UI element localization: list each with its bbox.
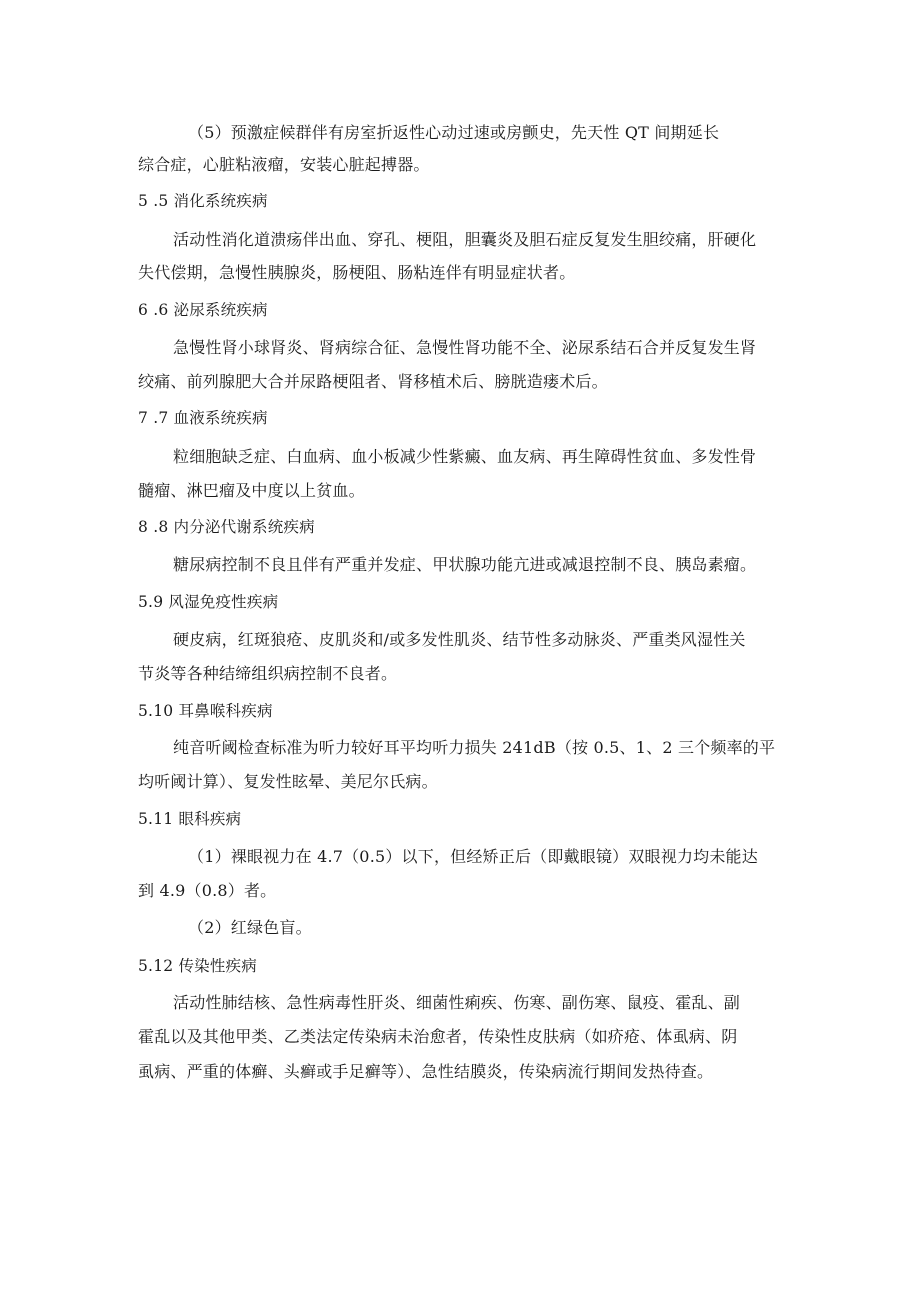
section-heading-ent: 5.10 耳鼻喉科疾病 [138, 702, 273, 720]
endocrine-text-line-1: 糖尿病控制不良且伴有严重并发症、甲状腺功能亢进或减退控制不良、胰岛素瘤。 [173, 555, 757, 574]
eye-item-2: （2）红绿色盲。 [188, 918, 312, 937]
blood-text-line-1: 粒细胞缺乏症、白血病、血小板减少性紫癜、血友病、再生障碍性贫血、多发性骨 [173, 447, 757, 466]
ent-text-line-2: 均听阈计算）、复发性眩晕、美尼尔氏病。 [138, 772, 438, 791]
urinary-text-line-2: 绞痛、前列腺肥大合并尿路梗阻者、肾移植术后、膀胱造瘘术后。 [138, 372, 608, 391]
section-heading-infectious: 5.12 传染性疾病 [138, 957, 257, 975]
section-heading-digestive: 5 .5 消化系统疾病 [138, 192, 268, 210]
infectious-text-line-2: 霍乱以及其他甲类、乙类法定传染病未治愈者，传染性皮肤病（如疥疮、体虱病、阴 [138, 1027, 738, 1046]
section-heading-blood: 7 .7 血液系统疾病 [138, 409, 268, 427]
ent-text-line-1: 纯音听阈检查标准为听力较好耳平均听力损失 241dB（按 0.5、1、2 三个频率的平 [173, 738, 776, 757]
urinary-text-line-1: 急慢性肾小球肾炎、肾病综合征、急慢性肾功能不全、泌尿系结石合并反复发生肾 [173, 338, 757, 357]
digestive-text-line-1: 活动性消化道溃疡伴出血、穿孔、梗阻，胆囊炎及胆石症反复发生胆绞痛，肝硬化 [173, 230, 757, 249]
section-heading-eye: 5.11 眼科疾病 [138, 810, 242, 828]
section-heading-urinary: 6 .6 泌尿系统疾病 [138, 301, 268, 319]
cardio-item-5-line-1: （5）预激症候群伴有房室折返性心动过速或房颤史，先天性 QT 间期延长 [188, 123, 720, 142]
infectious-text-line-1: 活动性肺结核、急性病毒性肝炎、细菌性痢疾、伤寒、副伤寒、鼠疫、霍乱、副 [173, 993, 741, 1012]
section-heading-rheumatic: 5.9 风湿免疫性疾病 [138, 593, 279, 611]
eye-item-1-line-2: 到 4.9（0.8）者。 [138, 881, 277, 900]
digestive-text-line-2: 失代偿期，急慢性胰腺炎，肠梗阻、肠粘连伴有明显症状者。 [138, 263, 576, 282]
rheumatic-text-line-2: 节炎等各种结缔组织病控制不良者。 [138, 664, 398, 683]
cardio-item-5-line-2: 综合症，心脏粘液瘤，安装心脏起搏器。 [138, 155, 430, 174]
infectious-text-line-3: 虱病、严重的体癣、头癣或手足癣等）、急性结膜炎，传染病流行期间发热待查。 [138, 1062, 714, 1081]
rheumatic-text-line-1: 硬皮病，红斑狼疮、皮肌炎和/或多发性肌炎、结节性多动脉炎、严重类风湿性关 [173, 630, 746, 649]
blood-text-line-2: 髓瘤、淋巴瘤及中度以上贫血。 [138, 481, 365, 500]
eye-item-1-line-1: （1）裸眼视力在 4.7（0.5）以下，但经矫正后（即戴眼镜）双眼视力均未能达 [188, 847, 758, 866]
section-heading-endocrine: 8 .8 内分泌代谢系统疾病 [138, 518, 315, 536]
